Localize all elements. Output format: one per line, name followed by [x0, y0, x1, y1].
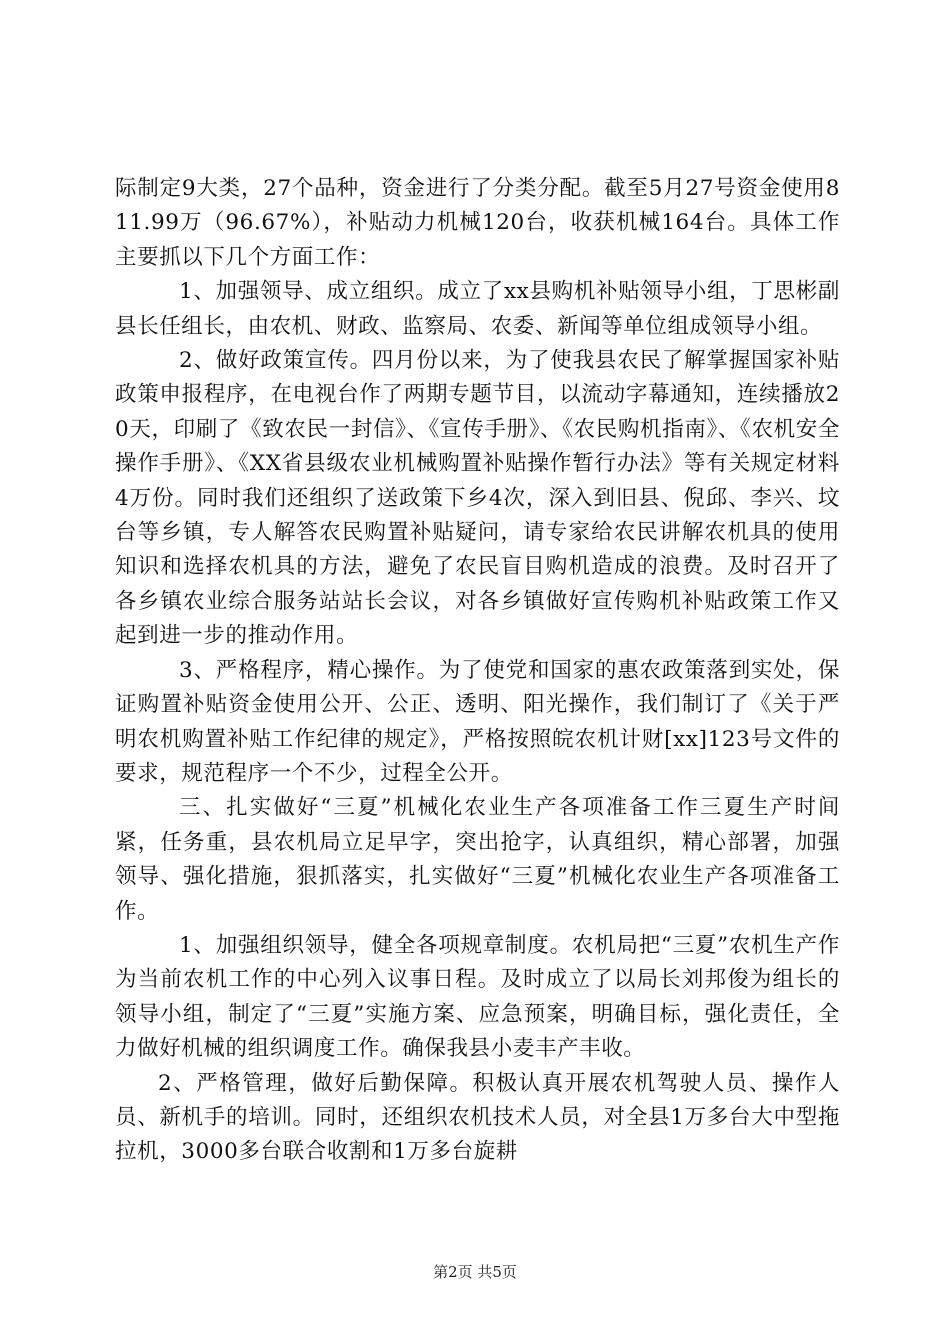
document-body [115, 172, 840, 1170]
paragraph-section-three: 三、扎实做好“三夏”机械化农业生产各项准备工作三夏生产时间紧，任务重，县农机局立足早字，突出抢字，认真组织，精心部署，加强领导、强化措施，狠抓落实，扎实做好“三夏”机械化农业生产各项准备工作。 [115, 795, 840, 924]
paragraph-management-logistics: 2、严格管理，做好后勤保障。积极认真开展农机驾驶人员、操作人员、新机手的培训。同时，还组织农机技术人员，对全县1万多台大中型拖拉机，3000多台联合收割和1万多台旋耕 [115, 1070, 840, 1165]
paragraph-continuation: 际制定9大类，27个品种，资金进行了分类分配。截至5月27号资金使用811.99万（96.67%），补贴动力机械120台，收获机械164台。具体工作主要抓以下几个方面工作： [115, 176, 840, 270]
paragraph-strict-procedure: 3、严格程序，精心操作。为了使党和国家的惠农政策落到实处，保证购置补贴资金使用公开、公正、透明、阳光操作，我们制订了《关于严明农机购置补贴工作纪律的规定》，严格按照皖农机计财[xx]123号文件的要求，规范程序一个不少，过程全公开。 [115, 657, 840, 786]
paragraph-organization-rules: 1、加强组织领导，健全各项规章制度。农机局把“三夏”农机生产作为当前农机工作的中心列入议事日程。及时成立了以局长刘邦俊为组长的领导小组，制定了“三夏”实施方案、应急预案，明确目标，强化责任，全力做好机械的组织调度工作。确保我县小麦丰产丰收。 [115, 932, 840, 1062]
page-number-footer: 第2页 共5页 [433, 1263, 517, 1281]
paragraph-leadership-organization: 1、加强领导、成立组织。成立了xx县购机补贴领导小组，丁思彬副县长任组长，由农机、财政、监察局、农委、新闻等单位组成领导小组。 [115, 279, 840, 339]
paragraph-policy-promotion: 2、做好政策宣传。四月份以来，为了使我县农民了解掌握国家补贴政策申报程序，在电视台作了两期专题节目，以流动字幕通知，连续播放20天，印刷了《致农民一封信》、《宣传手册》、《农民购机指南》、《农机安全操作手册》、《XX省县级农业机械购置补贴操作暂行办法》等有关规定材料4万份。同时我们还组织了送政策下乡4次，深入到旧县、倪邱、李兴、坟台等乡镇，专人解答农民购置补贴疑问，请专家给农民讲解农机具的使用知识和选择农机具的方法，避免了农民盲目购机造成的浪费。及时召开了各乡镇农业综合服务站站长会议，对各乡镇做好宣传购机补贴政策工作又起到进一步的推动作用。 [115, 348, 840, 649]
